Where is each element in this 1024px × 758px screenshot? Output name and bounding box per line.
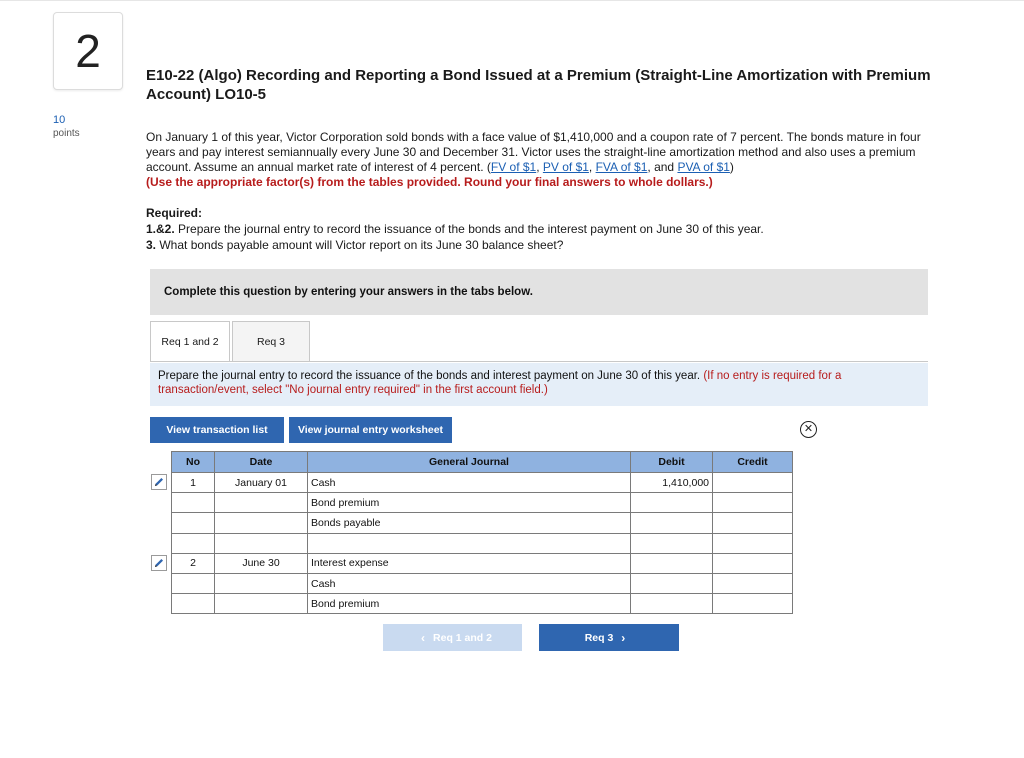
next-tab-label: Req 3 bbox=[584, 631, 614, 644]
points-label: points bbox=[53, 128, 80, 139]
entry-date bbox=[215, 533, 308, 553]
journal-header-row bbox=[172, 452, 793, 473]
view-transaction-list-button[interactable]: View transaction list bbox=[150, 417, 284, 443]
rounding-note: (Use the appropriate factor(s) from the tables provided. Round your final answers to whole dollars.) bbox=[146, 175, 713, 189]
entry-date: June 30 bbox=[215, 553, 308, 573]
entry-date bbox=[215, 573, 308, 593]
link-separator: , bbox=[588, 160, 596, 174]
table-row bbox=[172, 493, 793, 513]
header-debit: Debit bbox=[631, 452, 713, 473]
account-cell[interactable]: Cash bbox=[308, 573, 631, 593]
chevron-left-icon: ‹ bbox=[421, 630, 426, 645]
debit-cell[interactable] bbox=[631, 493, 713, 513]
entry-date bbox=[215, 594, 308, 614]
debit-cell[interactable] bbox=[631, 573, 713, 593]
req2-text: What bonds payable amount will Victor report on its June 30 balance sheet? bbox=[156, 238, 564, 252]
header-date: Date bbox=[215, 452, 308, 473]
question-title: E10-22 (Algo) Recording and Reporting a Bond Issued at a Premium (Straight-Line Amortization with Premium Account) LO10-5 bbox=[146, 67, 931, 103]
link-pv-of-1[interactable]: PV of $1 bbox=[542, 160, 589, 174]
table-row bbox=[172, 473, 793, 493]
req1-text: Prepare the journal entry to record the issuance of the bonds and the interest payment on June 30 of this year. bbox=[174, 222, 764, 236]
entry-no: 1 bbox=[172, 473, 215, 493]
pencil-icon[interactable] bbox=[151, 555, 167, 571]
entry-no bbox=[172, 573, 215, 593]
top-divider bbox=[0, 0, 1024, 1]
question-number: 2 bbox=[53, 12, 123, 90]
debit-cell[interactable] bbox=[631, 533, 713, 553]
prev-tab-button[interactable] bbox=[383, 624, 522, 651]
debit-cell[interactable] bbox=[631, 513, 713, 533]
account-cell[interactable] bbox=[308, 533, 631, 553]
tab-req-1-and-2[interactable]: Req 1 and 2 bbox=[150, 321, 230, 362]
table-row bbox=[172, 513, 793, 533]
entry-no: 2 bbox=[172, 553, 215, 573]
required-label: Required: bbox=[146, 206, 203, 220]
req2-number: 3. bbox=[146, 238, 157, 252]
credit-cell[interactable] bbox=[713, 553, 793, 573]
header-credit: Credit bbox=[713, 452, 793, 473]
entry-no bbox=[172, 533, 215, 553]
entry-no bbox=[172, 493, 215, 513]
debit-cell[interactable] bbox=[631, 594, 713, 614]
close-paren: ) bbox=[729, 160, 734, 174]
credit-cell[interactable] bbox=[713, 493, 793, 513]
prev-tab-label: Req 1 and 2 bbox=[433, 631, 492, 644]
credit-cell[interactable] bbox=[713, 513, 793, 533]
credit-cell[interactable] bbox=[713, 473, 793, 493]
entry-no bbox=[172, 594, 215, 614]
entry-date bbox=[215, 513, 308, 533]
link-fv-of-1[interactable]: FV of $1 bbox=[490, 160, 537, 174]
required-section bbox=[146, 205, 946, 253]
credit-cell[interactable] bbox=[713, 573, 793, 593]
tab-underline bbox=[150, 361, 928, 362]
table-row bbox=[172, 573, 793, 593]
points-value: 10 bbox=[53, 114, 66, 126]
debit-cell[interactable] bbox=[631, 553, 713, 573]
instruction-note: (If no entry is required for a transaction/event, select "No journal entry required" in the first account field.) bbox=[158, 370, 842, 396]
tab-req-3[interactable]: Req 3 bbox=[232, 321, 310, 362]
points-indicator bbox=[53, 114, 80, 139]
tab-bar bbox=[150, 321, 310, 362]
question-body bbox=[146, 130, 946, 190]
close-circle-icon[interactable]: ✕ bbox=[800, 421, 817, 438]
pencil-icon[interactable] bbox=[151, 474, 167, 490]
tab-navigation bbox=[383, 624, 679, 651]
next-tab-button[interactable] bbox=[539, 624, 679, 651]
body-text: On January 1 of this year, Victor Corporation sold bonds with a face value of $1,410,000 and a coupon rate of 7 percent. The bonds mature in four years and pay interest semiannually every June 30 and December 31. Victor uses the straight-line amortization method and also uses a premium account. Assume an annual market rate of interest of 4 percent. ( bbox=[146, 130, 921, 174]
link-fva-of-1[interactable]: FVA of $1 bbox=[595, 160, 648, 174]
account-cell[interactable]: Bond premium bbox=[308, 493, 631, 513]
pencil-glyph bbox=[153, 557, 165, 569]
credit-cell[interactable] bbox=[713, 533, 793, 553]
link-pva-of-1[interactable]: PVA of $1 bbox=[677, 160, 730, 174]
account-cell[interactable]: Bond premium bbox=[308, 594, 631, 614]
view-journal-worksheet-button[interactable]: View journal entry worksheet bbox=[289, 417, 452, 443]
table-row bbox=[172, 533, 793, 553]
instruction-text: Prepare the journal entry to record the issuance of the bonds and interest payment on June 30 of this year. bbox=[158, 370, 704, 382]
link-separator: , bbox=[536, 160, 543, 174]
table-row bbox=[172, 553, 793, 573]
entry-date: January 01 bbox=[215, 473, 308, 493]
link-separator: , and bbox=[647, 160, 678, 174]
header-no: No bbox=[172, 452, 215, 473]
tab-instruction bbox=[150, 363, 928, 406]
pencil-glyph bbox=[153, 476, 165, 488]
account-cell[interactable]: Bonds payable bbox=[308, 513, 631, 533]
entry-no bbox=[172, 513, 215, 533]
entry-date bbox=[215, 493, 308, 513]
chevron-right-icon: › bbox=[621, 630, 626, 645]
credit-cell[interactable] bbox=[713, 594, 793, 614]
header-general-journal: General Journal bbox=[308, 452, 631, 473]
table-row bbox=[172, 594, 793, 614]
action-buttons bbox=[150, 417, 452, 443]
instructions-banner: Complete this question by entering your answers in the tabs below. bbox=[150, 269, 928, 315]
req1-number: 1.&2. bbox=[146, 222, 175, 236]
account-cell[interactable]: Cash bbox=[308, 473, 631, 493]
debit-cell[interactable]: 1,410,000 bbox=[631, 473, 713, 493]
journal-table bbox=[171, 451, 793, 614]
account-cell[interactable]: Interest expense bbox=[308, 553, 631, 573]
